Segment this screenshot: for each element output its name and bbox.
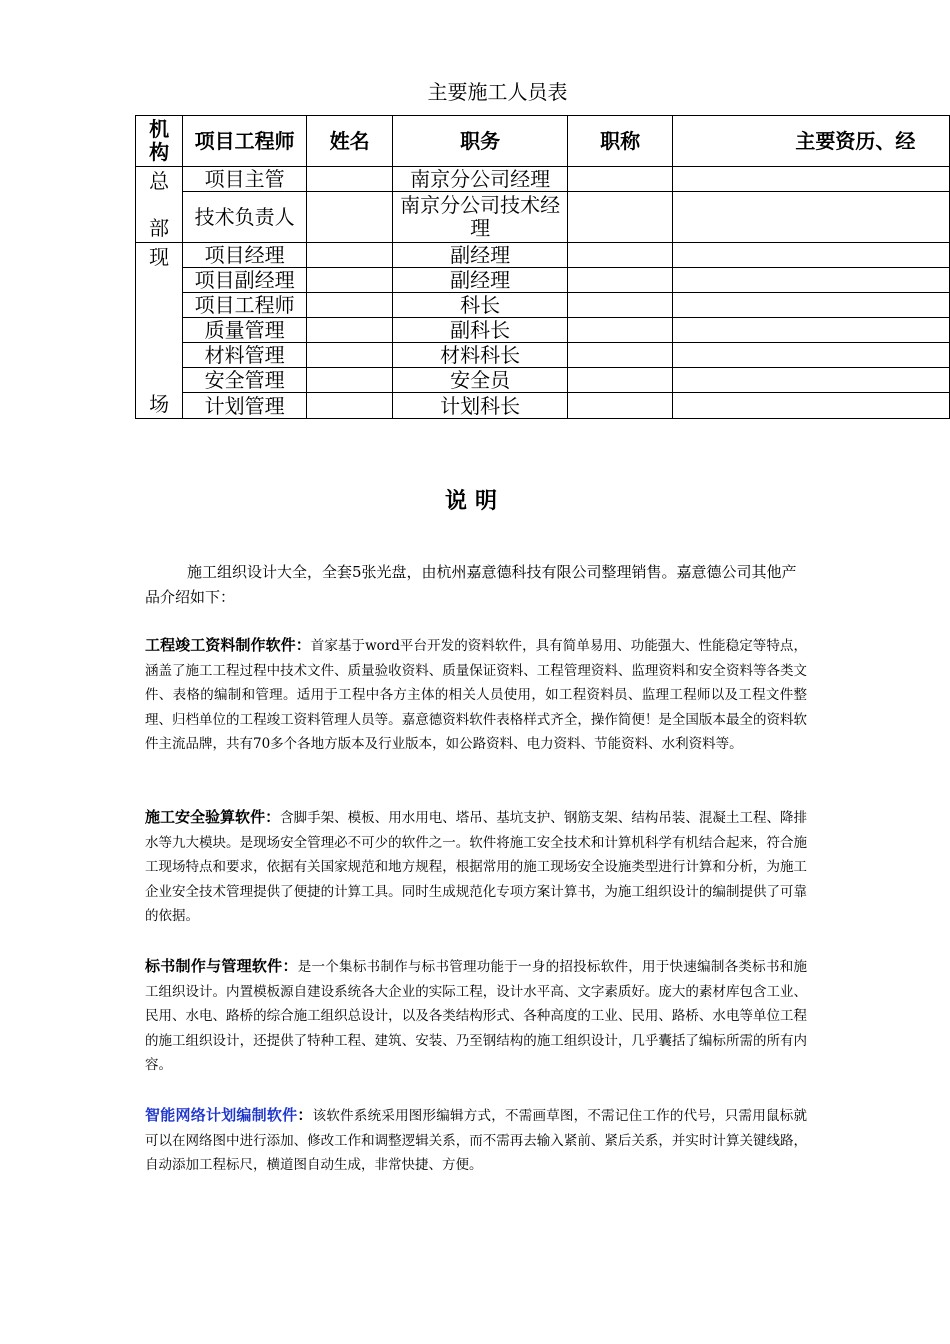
table-row [136, 268, 950, 293]
cell-resume [673, 393, 950, 419]
table-row [136, 192, 950, 243]
cell-duty: 科长 [393, 293, 568, 318]
table-row [136, 343, 950, 368]
org-group-hq [136, 167, 183, 243]
cell-title [567, 393, 672, 419]
org-hq-bottom: 部 [149, 216, 170, 240]
cell-name [306, 368, 392, 393]
cell-name [306, 318, 392, 343]
header-name: 姓名 [306, 116, 392, 167]
cell-role: 项目工程师 [183, 293, 307, 318]
cell-role: 项目主管 [183, 167, 307, 192]
cell-name [306, 192, 392, 243]
cell-resume [673, 343, 950, 368]
cell-role: 项目经理 [183, 243, 307, 268]
cell-resume [673, 318, 950, 343]
cell-title [567, 167, 672, 192]
org-hq-top: 总 [149, 169, 170, 193]
table-row [136, 368, 950, 393]
product-desc: 含脚手架、模板、用水用电、塔吊、基坑支护、钢筋支架、结构吊装、混凝土工程、降排水等九大模块。是现场安全管理必不可少的软件之一。软件将施工安全技术和计算机科学有机结合起来，符合施工现场特点和要求，依据有关国家规范和地方规程，根据常用的施工现场安全设施类型进行计算和分析，为施工企业安全技术管理提供了便捷的计算工具。同时生成规范化专项方案计算书，为施工组织设计的编制提供了可靠的依据。 [145, 810, 807, 924]
table-row [136, 243, 950, 268]
product-desc: 首家基于word平台开发的资料软件，具有简单易用、功能强大、性能稳定等特点，涵盖了施工工程过程中技术文件、质量验收资料、质量保证资料、工程管理资料、监理资料和安全资料等各类文件、表格的编制和管理。适用于工程中各方主体的相关人员使用，如工程资料员、监理工程师以及工程文件整理、归档单位的工程竣工资料管理人员等。嘉意德资料软件表格样式齐全，操作简便！是全国版本最全的资料软件主流品牌，共有70多个各地方版本及行业版本，如公路资料、电力资料、节能资料、水利资料等。 [145, 638, 807, 752]
intro-paragraph: 施工组织设计大全，全套5张光盘，由杭州嘉意德科技有限公司整理销售。嘉意德公司其他产品介绍如下： [145, 563, 797, 606]
org-site-top: 现 [149, 245, 170, 269]
cell-duty: 材料科长 [393, 343, 568, 368]
table-row [136, 293, 950, 318]
cell-title [567, 243, 672, 268]
table-row [136, 167, 950, 192]
cell-role: 材料管理 [183, 343, 307, 368]
cell-duty: 副经理 [393, 268, 568, 293]
header-org: 机构 [136, 116, 183, 167]
product-paragraph-bid: 标书制作与管理软件：是一个集标书制作与标书管理功能于一身的招投标软件，用于快速编制各类标书和施工组织设计。内置模板源自建设系统各大企业的实际工程，设计水平高、文字素质好。庞大的素材库包含工业、民用、水电、路桥的综合施工组织总设计，以及各类结构形式、各种高度的工业、民用、路桥、水电等单位工程的施工组织设计，还提供了特种工程、建筑、安装、乃至钢结构的施工组织设计，几乎囊括了编标所需的所有内容。 [145, 957, 807, 1073]
product-desc: 该软件系统采用图形编辑方式，不需画草图，不需记住工作的代号，只需用鼠标就可以在网络图中进行添加、修改工作和调整逻辑关系，而不需再去输入紧前、紧后关系，并实时计算关键线路，自动添加工程标尺，横道图自动生成，非常快捷、方便。 [145, 1108, 807, 1173]
staff-table [135, 115, 950, 419]
cell-name [306, 293, 392, 318]
cell-duty: 计划科长 [393, 393, 568, 419]
header-title: 职称 [567, 116, 672, 167]
cell-resume [673, 368, 950, 393]
cell-title [567, 268, 672, 293]
cell-name [306, 343, 392, 368]
cell-resume [673, 293, 950, 318]
cell-role: 项目副经理 [183, 268, 307, 293]
product-desc: 是一个集标书制作与标书管理功能于一身的招投标软件，用于快速编制各类标书和施工组织设计。内置模板源自建设系统各大企业的实际工程，设计水平高、文字素质好。庞大的素材库包含工业、民用、水电、路桥的综合施工组织总设计，以及各类结构形式、各种高度的工业、民用、路桥、水电等单位工程的施工组织设计，还提供了特种工程、建筑、安装、乃至钢结构的施工组织设计，几乎囊括了编标所需的所有内容。 [145, 959, 807, 1073]
cell-duty: 副科长 [393, 318, 568, 343]
cell-title [567, 192, 672, 243]
product-name: 施工安全验算软件 [145, 808, 266, 826]
cell-name [306, 268, 392, 293]
header-role: 项目工程师 [183, 116, 307, 167]
cell-duty: 南京分公司经理 [393, 167, 568, 192]
org-group-site [136, 243, 183, 419]
cell-duty: 副经理 [393, 243, 568, 268]
cell-title [567, 343, 672, 368]
cell-resume [673, 243, 950, 268]
table-row [136, 393, 950, 419]
product-paragraph-network: 智能网络计划编制软件：该软件系统采用图形编辑方式，不需画草图，不需记住工作的代号，只需用鼠标就可以在网络图中进行添加、修改工作和调整逻辑关系，而不需再去输入紧前、紧后关系，并实时计算关键线路，自动添加工程标尺，横道图自动生成，非常快捷、方便。 [145, 1106, 807, 1173]
cell-duty: 南京分公司技术经理 [393, 192, 568, 243]
cell-resume [673, 192, 950, 243]
table-title: 主要施工人员表 [427, 80, 568, 104]
product-paragraph-safety: 施工安全验算软件：含脚手架、模板、用水用电、塔吊、基坑支护、钢筋支架、结构吊装、混凝土工程、降排水等九大模块。是现场安全管理必不可少的软件之一。软件将施工安全技术和计算机科学有机结合起来，符合施工现场特点和要求，依据有关国家规范和地方规程，根据常用的施工现场安全设施类型进行计算和分析，为施工企业安全技术管理提供了便捷的计算工具。同时生成规范化专项方案计算书，为施工组织设计的编制提供了可靠的依据。 [145, 808, 807, 924]
cell-title [567, 368, 672, 393]
product-paragraph-docs: 工程竣工资料制作软件：首家基于word平台开发的资料软件，具有简单易用、功能强大、性能稳定等特点，涵盖了施工工程过程中技术文件、质量验收资料、质量保证资料、工程管理资料、监理资料和安全资料等各类文件、表格的编制和管理。适用于工程中各方主体的相关人员使用，如工程资料员、监理工程师以及工程文件整理、归档单位的工程竣工资料管理人员等。嘉意德资料软件表格样式齐全，操作简便！是全国版本最全的资料软件主流品牌，共有70多个各地方版本及行业版本，如公路资料、电力资料、节能资料、水利资料等。 [145, 636, 807, 752]
cell-resume [673, 268, 950, 293]
cell-role: 技术负责人 [183, 192, 307, 243]
cell-title [567, 293, 672, 318]
cell-role: 安全管理 [183, 368, 307, 393]
product-name: 工程竣工资料制作软件 [145, 636, 296, 654]
cell-name [306, 243, 392, 268]
cell-resume [673, 167, 950, 192]
cell-name [306, 393, 392, 419]
notes-title: 说明 [444, 489, 505, 514]
product-name-link[interactable]: 智能网络计划编制软件 [145, 1106, 298, 1124]
table-row [136, 318, 950, 343]
cell-duty: 安全员 [393, 368, 568, 393]
cell-role: 质量管理 [183, 318, 307, 343]
cell-role: 计划管理 [183, 393, 307, 419]
product-name: 标书制作与管理软件 [145, 957, 283, 975]
header-resume: 主要资历、经 [673, 116, 950, 167]
cell-title [567, 318, 672, 343]
cell-name [306, 167, 392, 192]
header-duty: 职务 [393, 116, 568, 167]
org-site-bottom: 场 [149, 392, 170, 416]
table-header-row [136, 116, 950, 167]
